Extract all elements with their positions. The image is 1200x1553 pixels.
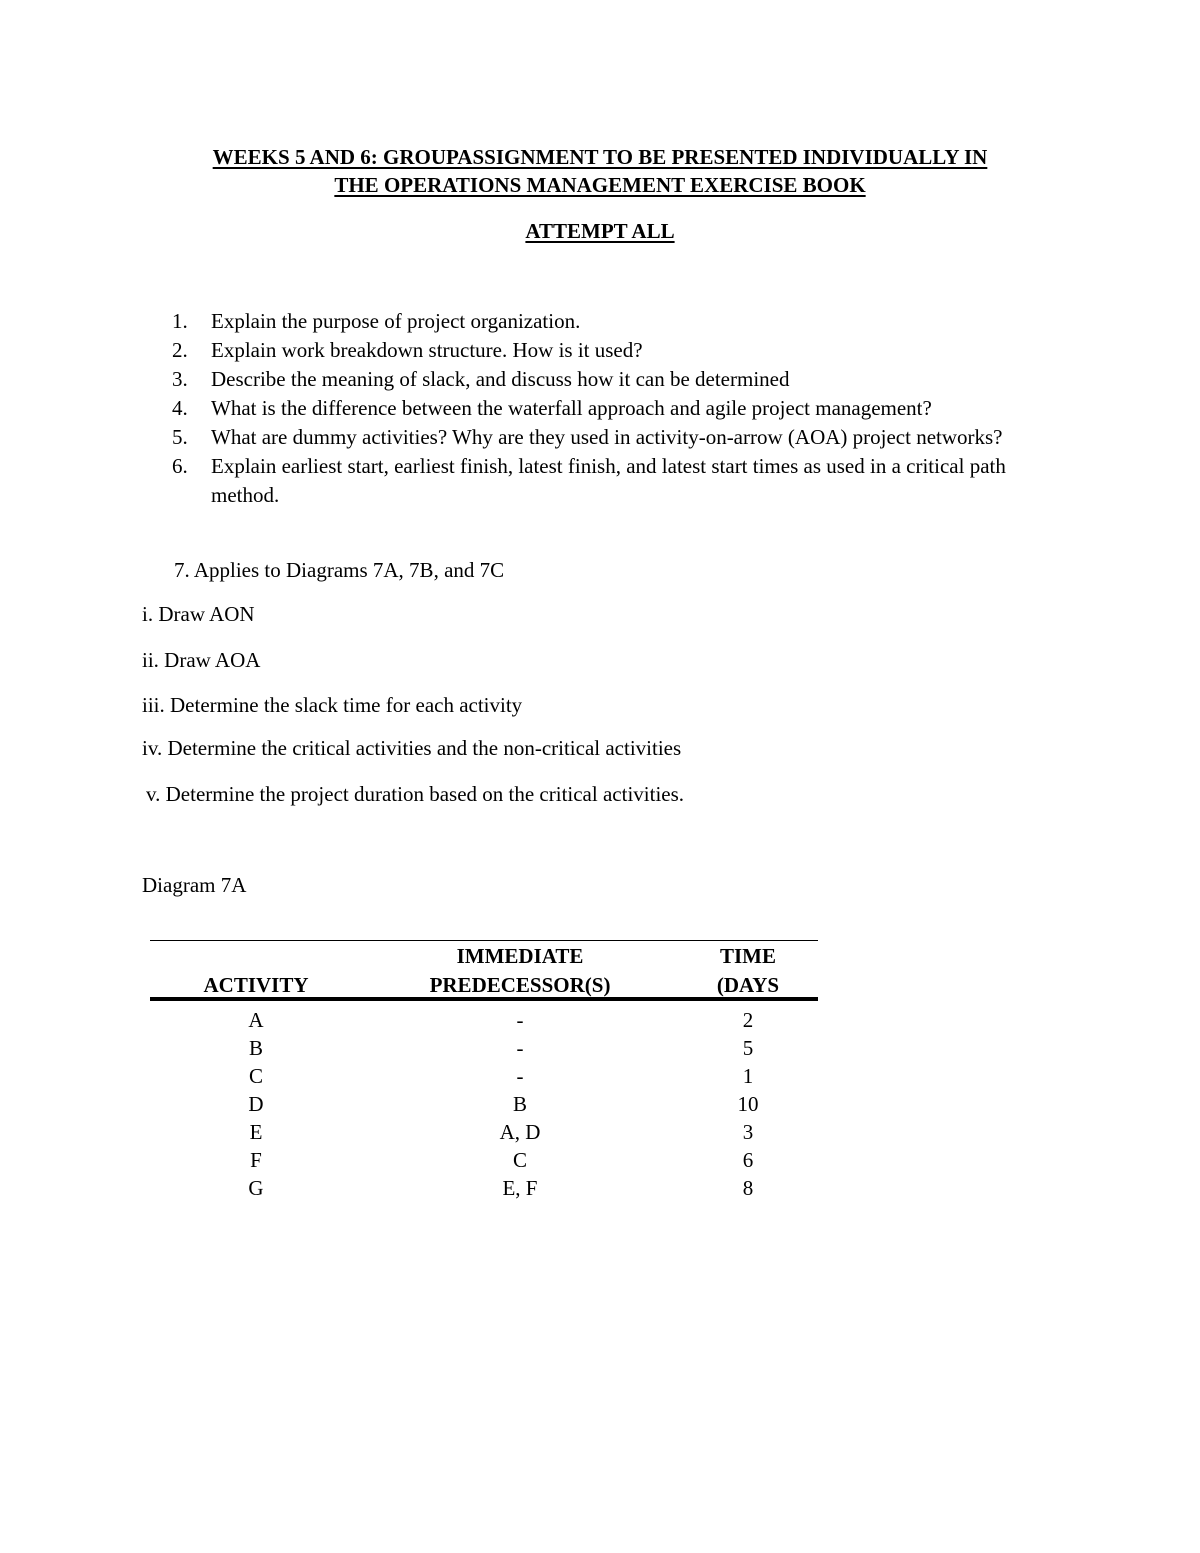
cell-time: 2 xyxy=(742,1008,754,1032)
question-7-part-iii: iii. Determine the slack time for each activity xyxy=(142,693,523,717)
question-list xyxy=(172,307,1072,510)
cell-activity: C xyxy=(248,1064,263,1088)
subtitle-attempt-all: ATTEMPT ALL xyxy=(525,219,675,243)
cell-predecessors: C xyxy=(512,1148,527,1172)
question-text: What is the difference between the waterfall approach and agile project management? xyxy=(211,396,932,420)
cell-predecessors: - xyxy=(516,1036,524,1060)
header-predecessor-line1: IMMEDIATE xyxy=(456,944,584,968)
cell-activity: G xyxy=(248,1176,264,1200)
cell-predecessors: A, D xyxy=(499,1120,541,1144)
cell-activity: A xyxy=(248,1008,264,1032)
cell-predecessors: - xyxy=(516,1008,524,1032)
header-predecessor-line2: PREDECESSOR(S) xyxy=(429,973,611,997)
cell-activity: F xyxy=(250,1148,262,1172)
cell-time: 5 xyxy=(742,1036,754,1060)
table-header-rule xyxy=(150,997,818,1001)
cell-activity: D xyxy=(248,1092,264,1116)
cell-predecessors: B xyxy=(512,1092,527,1116)
question-item xyxy=(172,452,1072,510)
question-item xyxy=(172,365,1072,394)
question-text: What are dummy activities? Why are they used in activity-on-arrow (AOA) project networks? xyxy=(211,425,1003,449)
title-line-2: THE OPERATIONS MANAGEMENT EXERCISE BOOK xyxy=(334,173,866,197)
question-text: Explain the purpose of project organization. xyxy=(211,309,581,333)
cell-time: 1 xyxy=(742,1064,754,1088)
question-number: 4. xyxy=(172,396,188,420)
question-number: 2. xyxy=(172,338,188,362)
header-activity: ACTIVITY xyxy=(203,973,309,997)
question-text: Explain work breakdown structure. How is it used? xyxy=(211,338,643,362)
question-7-part-ii: ii. Draw AOA xyxy=(142,648,261,672)
cell-time: 8 xyxy=(742,1176,754,1200)
question-number: 6. xyxy=(172,454,188,478)
question-item xyxy=(172,336,1072,365)
table-top-rule xyxy=(150,940,818,941)
question-7-intro: 7. Applies to Diagrams 7A, 7B, and 7C xyxy=(174,558,505,582)
question-text: Describe the meaning of slack, and discuss how it can be determined xyxy=(211,367,790,391)
question-number: 1. xyxy=(172,309,188,333)
question-item xyxy=(172,394,1072,423)
cell-time: 10 xyxy=(737,1092,759,1116)
question-7-part-iv: iv. Determine the critical activities and the non-critical activities xyxy=(142,736,682,760)
question-number: 5. xyxy=(172,425,188,449)
header-time-line2: (DAYS xyxy=(716,973,780,997)
title-line-1: WEEKS 5 AND 6: GROUPASSIGNMENT TO BE PRESENTED INDIVIDUALLY IN xyxy=(212,145,988,169)
cell-time: 3 xyxy=(742,1120,754,1144)
question-item xyxy=(172,307,1072,336)
cell-time: 6 xyxy=(742,1148,754,1172)
question-text: Explain earliest start, earliest finish, latest finish, and latest start times as used in a critical path method. xyxy=(211,454,1006,507)
cell-predecessors: E, F xyxy=(502,1176,538,1200)
cell-activity: E xyxy=(249,1120,263,1144)
diagram-label: Diagram 7A xyxy=(142,873,247,897)
question-7-part-i: i. Draw AON xyxy=(142,602,255,626)
cell-predecessors: - xyxy=(516,1064,524,1088)
question-item xyxy=(172,423,1072,452)
question-7-part-v: v. Determine the project duration based on the critical activities. xyxy=(146,782,685,806)
cell-activity: B xyxy=(248,1036,263,1060)
header-time-line1: TIME xyxy=(719,944,776,968)
question-number: 3. xyxy=(172,367,188,391)
